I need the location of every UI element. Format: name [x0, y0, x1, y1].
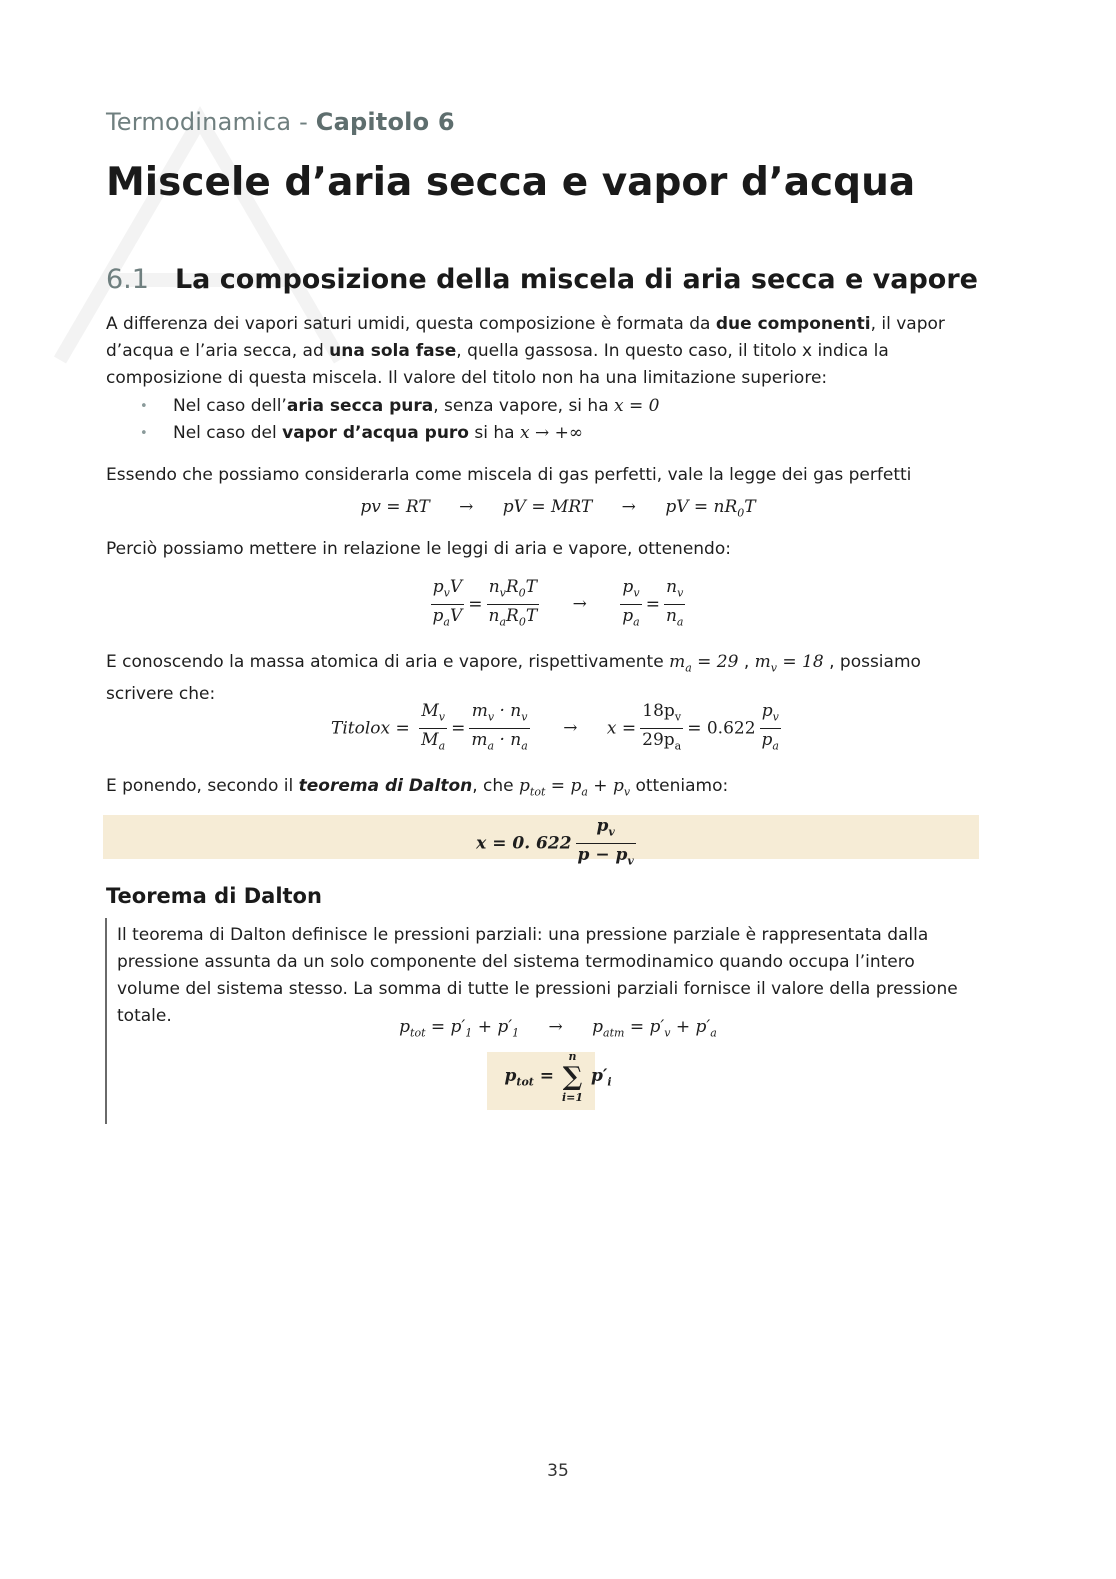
sum-equation: $p_{tot}$ = n ∑ i=1 $p'_i$ [504, 1050, 612, 1104]
bullet-list [140, 393, 660, 447]
bullet-bold: vapor d’acqua puro [282, 423, 469, 443]
ratio-equation: $\frac{p_vV}{p_aV}$ = $\frac{n_vR_0T}{n_aR_0T}$ → $\frac{p_v}{p_a}$ = $\frac{n_v}{n_a}$ [0, 576, 1116, 634]
fraction: $\frac{18p_v}{29p_a}$ [642, 701, 682, 753]
fraction: $\frac{p_vV}{p_aV}$ [432, 577, 463, 629]
paragraph-text: E ponendo, secondo il [106, 776, 299, 796]
partial-pressure-equation: $p_{tot} = p'_1 + p'_1 \to p_{atm} = p'_v + p'_a$ [399, 1017, 717, 1040]
equation-part: T [744, 497, 756, 517]
dalton-inline-math: $p_{tot} = p_a + p_v$ [519, 776, 631, 799]
equation-term: pv = RT [360, 497, 430, 517]
fraction: $\frac{n_vR_0T}{n_aR_0T}$ [488, 577, 538, 629]
bullet-math: x → +∞ [519, 423, 584, 443]
math-val: = 18 [777, 652, 824, 672]
subject-label: Termodinamica [106, 108, 292, 136]
equation-label: Titolox = [331, 718, 410, 739]
arrow-icon: → [572, 594, 587, 615]
eyebrow-separator: - [299, 108, 308, 136]
paragraph-text: , che [472, 776, 520, 796]
section-heading [106, 264, 978, 295]
fraction: $\frac{m_v \cdot n_v}{m_a \cdot n_a}$ [471, 701, 528, 753]
arrow-icon: → [621, 497, 636, 517]
math-sub: v [770, 661, 777, 675]
final-equation [0, 815, 1116, 873]
fraction-denominator: 29p [642, 730, 675, 751]
equation-lhs: x = 0. 622 [476, 833, 572, 854]
intro-bold-2: una sola fase [329, 341, 457, 361]
page-number: 35 [547, 1461, 569, 1481]
paragraph-text: , [738, 652, 755, 672]
equation-term: pV = MRT [502, 497, 593, 517]
fraction: $\frac{p_v}{p - p_v}$ [577, 816, 634, 868]
sum-upper-limit: n [568, 1050, 577, 1063]
relation-paragraph: Perciò possiamo mettere in relazione le leggi di aria e vapore, ottenendo: [106, 539, 731, 559]
bullet-text: Nel caso dell’ [173, 396, 287, 416]
bullet-text: Nel caso del [173, 423, 283, 443]
math-var: m [754, 652, 771, 672]
mass-vapor [754, 652, 824, 675]
equation-term [665, 497, 756, 520]
math-sub: a [685, 661, 692, 675]
chapter-title: Miscele d’aria secca e vapor d’acqua [106, 160, 916, 205]
fraction: $\frac{n_v}{n_a}$ [665, 577, 684, 629]
sum-icon: ∑ [562, 1062, 583, 1092]
section-number: 6.1 [106, 264, 149, 295]
chapter-eyebrow [106, 108, 455, 136]
mass-air [669, 652, 739, 675]
dalton-paragraph [106, 773, 978, 805]
fraction: $\frac{p_v}{p_a}$ [622, 577, 640, 629]
section-title: La composizione della miscela di aria secca e vapore [174, 264, 978, 295]
fraction: $\frac{p_v}{p_a}$ [761, 701, 779, 753]
coefficient: 0.622 [706, 718, 756, 739]
chapter-label: Capitolo 6 [315, 108, 455, 136]
intro-text-1: A differenza dei vapori saturi umidi, questa composizione è formata da [106, 314, 716, 334]
math-var: m [669, 652, 686, 672]
paragraph-text: , possiamo scrivere che: [106, 652, 921, 705]
gas-law-equation [0, 497, 1116, 519]
paragraph-bold: teorema di Dalton [298, 776, 473, 796]
bullet-bold: aria secca pura [286, 396, 434, 416]
fraction: $\frac{M_v}{M_a}$ [421, 701, 446, 753]
fraction-numerator: 18p [642, 701, 675, 721]
bullet-math: x = 0 [614, 396, 660, 416]
gas-law-paragraph: Essendo che possiamo considerarla come miscela di gas perfetti, vale la legge dei gas perfetti [106, 465, 912, 485]
math-val: = 29 [691, 652, 739, 672]
subsection-heading: Teorema di Dalton [106, 884, 322, 908]
arrow-icon: → [459, 497, 474, 517]
paragraph-text: E conoscendo la massa atomica di aria e vapore, rispettivamente [106, 652, 670, 672]
dalton-definition: Il teorema di Dalton definisce le pressioni parziali: una pressione parziale è rappresentata dalla pressione assunta da un solo componente del sistema termodinamico quando occupa l’intero volume del sistema stesso. La somma di tutte le pressioni parziali fornisce il valore della pressione totale. [117, 925, 958, 1026]
intro-bold-1: due componenti [715, 314, 871, 334]
arrow-icon: → [563, 718, 578, 739]
arrow-icon: → [548, 1017, 563, 1037]
sum-lower-limit: i=1 [561, 1091, 584, 1104]
intro-text-3: , quella gassosa. In questo caso, il titolo x indica la composizione di questa miscela. Il valore del titolo non ha una limitazione superiore: [106, 341, 889, 388]
bullet-text: , senza vapore, si ha [433, 396, 615, 416]
equation-part: pV = nR [665, 497, 738, 517]
intro-paragraph [106, 311, 978, 392]
equation-subscript: 0 [737, 506, 745, 520]
bullet-text: si ha [469, 423, 520, 443]
titolo-equation: Titolox = $\frac{M_v}{M_a}$ = $\frac{m_v \cdot n_v}{m_a \cdot n_a}$ → x = $\frac{18p_v}{29p_a}$ = 0.622 $\frac{p_v}{p_a}$ [0, 700, 1116, 758]
list-item [140, 420, 660, 447]
intro-text-2: , il vapor d’acqua e l’aria secca, ad [106, 314, 945, 361]
list-item [140, 393, 660, 420]
paragraph-text: otteniamo: [630, 776, 729, 796]
